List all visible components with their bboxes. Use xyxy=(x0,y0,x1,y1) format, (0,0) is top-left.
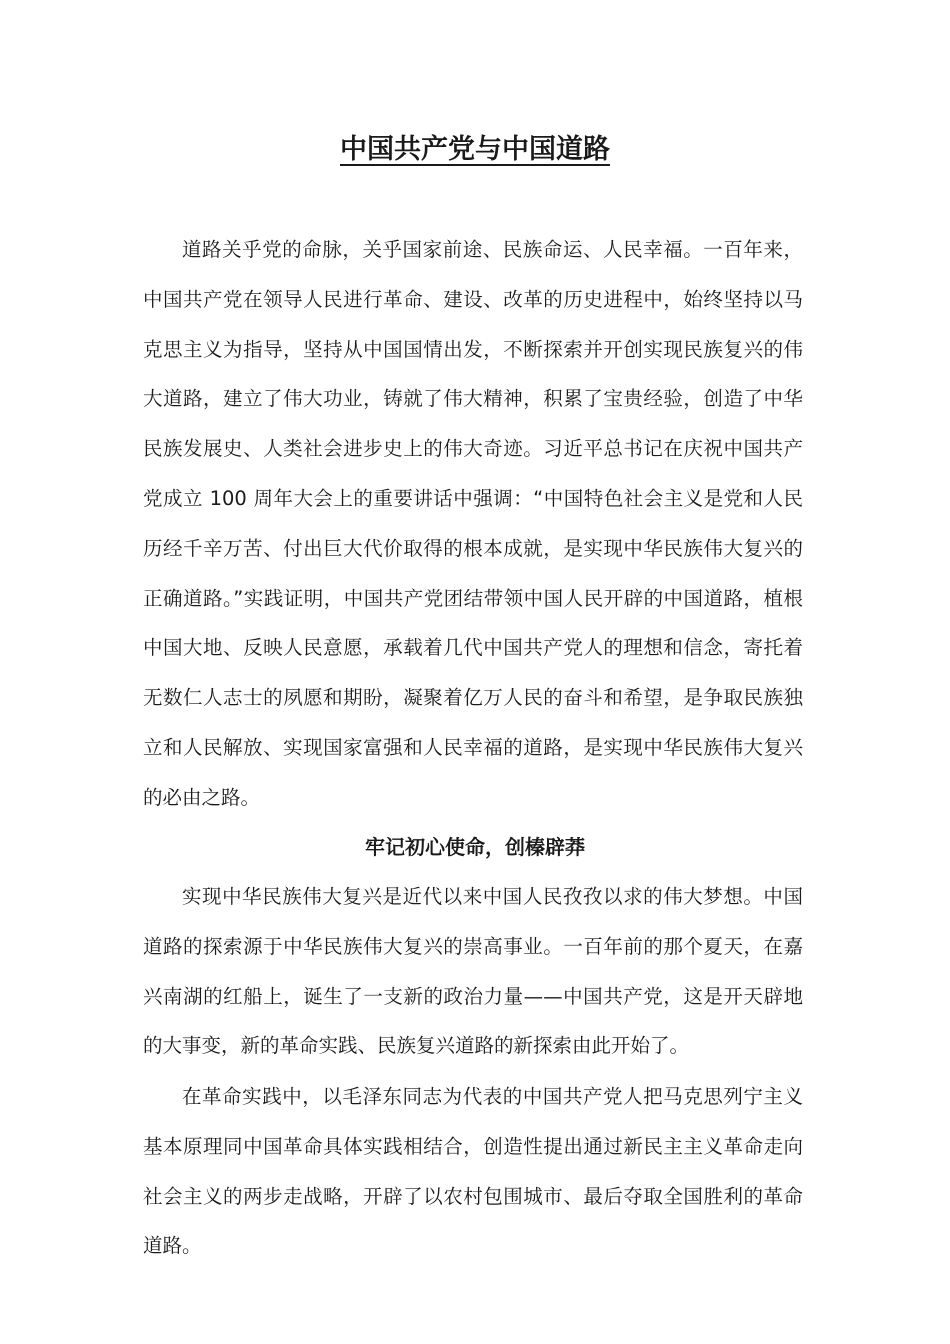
section-heading: 牢记初心使命，创榛辟莽 xyxy=(365,835,585,859)
section-paragraph-2: 在革命实践中，以毛泽东同志为代表的中国共产党人把马克思列宁主义基本原理同中国革命具体实践相结合，创造性提出通过新民主主义革命走向社会主义的两步走战略，开辟了以农村包围城市、最后夺取全国胜利的革命道路。 xyxy=(143,1085,803,1258)
section-paragraph-1: 实现中华民族伟大复兴是近代以来中国人民孜孜以求的伟大梦想。中国道路的探索源于中华民族伟大复兴的崇高事业。一百年前的那个夏天，在嘉兴南湖的红船上，诞生了一支新的政治力量——中国共产党，这是开天辟地的大事变，新的革命实践、民族复兴道路的新探索由此开始了。 xyxy=(143,885,803,1058)
document-title xyxy=(0,130,950,170)
intro-paragraph: 道路关乎党的命脉，关乎国家前途、民族命运、人民幸福。一百年来，中国共产党在领导人民进行革命、建设、改革的历史进程中，始终坚持以马克思主义为指导，坚持从中国国情出发，不断探索并开创实现民族复兴的伟大道路，建立了伟大功业，铸就了伟大精神，积累了宝贵经验，创造了中华民族发展史、人类社会进步史上的伟大奇迹。习近平总书记在庆祝中国共产党成立 100 周年大会上的重要讲话中强调：“中国特色社会主义是党和人民历经千辛万苦、付出巨大代价取得的根本成就，是实现中华民族伟大复兴的正确道路。”实践证明，中国共产党团结带领中国人民开辟的中国道路，植根中国大地、反映人民意愿，承载着几代中国共产党人的理想和信念，寄托着无数仁人志士的夙愿和期盼，凝聚着亿万人民的奋斗和希望，是争取民族独立和人民解放、实现国家富强和人民幸福的道路，是实现中华民族伟大复兴的必由之路。 xyxy=(143,238,803,809)
document-title-text: 中国共产党与中国道路 xyxy=(340,134,610,165)
